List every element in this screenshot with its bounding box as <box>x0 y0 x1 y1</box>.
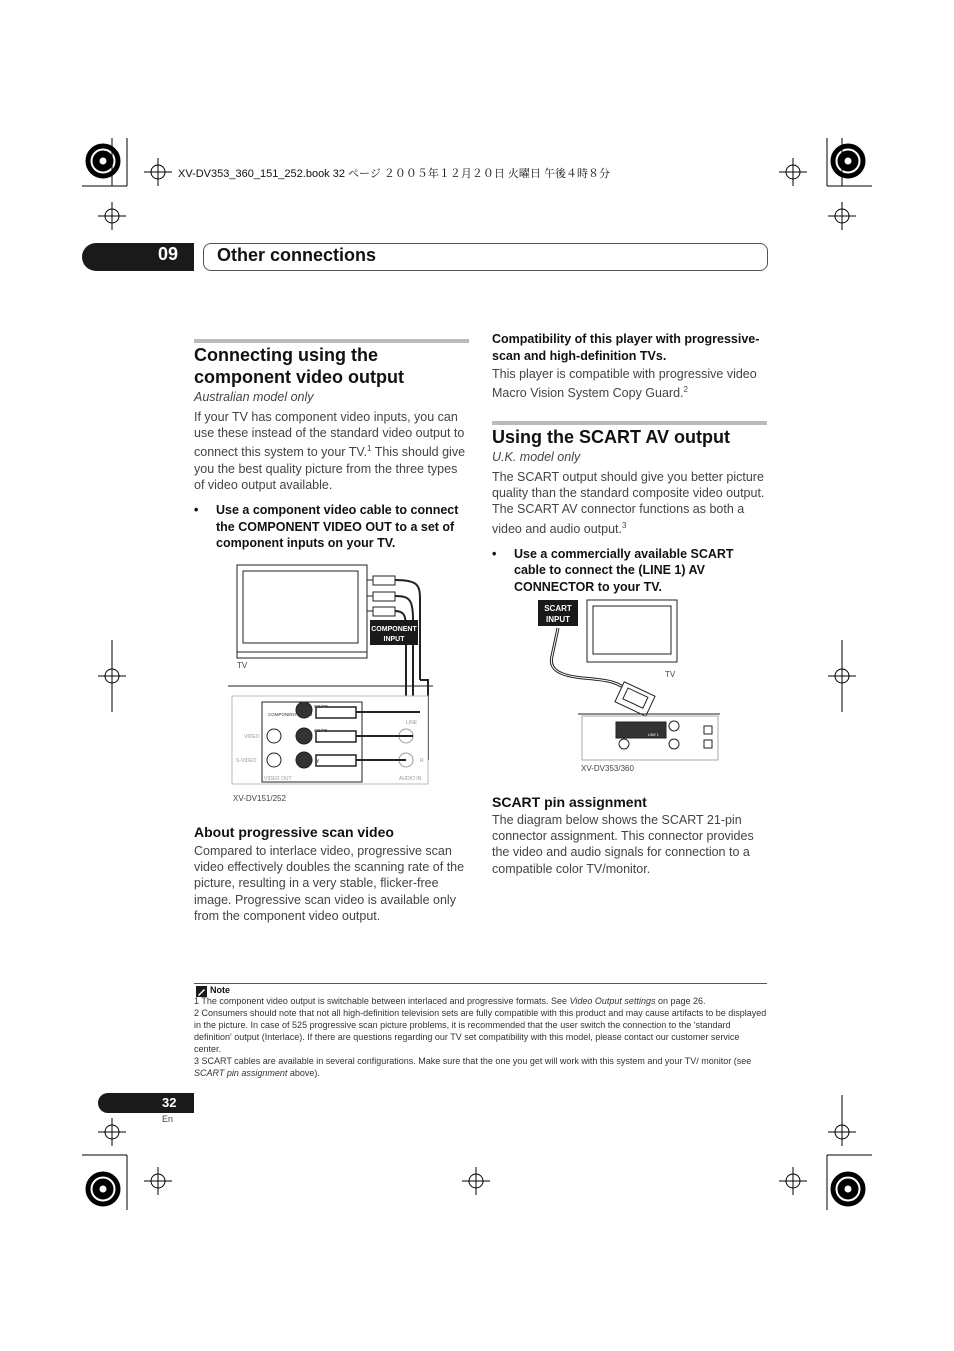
crosshair-icon <box>98 1118 126 1146</box>
component-input-line2: INPUT <box>383 636 405 643</box>
crosshair-icon <box>144 1167 172 1195</box>
crosshair-icon <box>779 1167 807 1195</box>
note-rule <box>194 983 767 984</box>
section-rule <box>194 339 469 343</box>
page-tab <box>98 1093 194 1113</box>
component-input-line1: COMPONENT <box>371 626 417 633</box>
scart-connection-diagram <box>538 596 723 766</box>
footnote-1: 1 The component video output is switchable between interlaced and progressive formats. See Video Output settings on page 26. <box>194 996 706 1006</box>
section-rule <box>492 421 767 425</box>
pin-text: The diagram below shows the SCART 21-pin connector assignment. This connector provides the video and audio signals for connection to a compatible color TV/monitor. <box>492 813 754 876</box>
footnotes <box>194 995 767 1079</box>
crosshair-icon <box>828 202 856 230</box>
compat-text: This player is compatible with progressive video Macro Vision System Copy Guard.$^2$ <box>492 367 757 401</box>
subsection-title: About progressive scan video <box>194 824 394 840</box>
footnote-3: 3 SCART cables are available in several configurations. Make sure that the one you get will work with this system and your TV/ monitor (see SCART pin assignment above). <box>194 1056 752 1078</box>
jack-line: LINE <box>406 720 418 726</box>
jack-component-video: COMPONENT VIDEO <box>268 712 313 717</box>
jack-svideo: S-VIDEO <box>236 758 257 764</box>
chapter-number: 09 <box>158 244 179 264</box>
chapter-title: Other connections <box>217 245 377 265</box>
scart-input-line2: INPUT <box>546 615 570 624</box>
crosshair-icon <box>98 202 126 230</box>
section-title: Connecting using the component video output <box>194 345 404 387</box>
page-language: En <box>162 1114 174 1124</box>
registration-starburst-icon <box>831 144 865 178</box>
instruction: • Use a component video cable to connect the COMPONENT VIDEO OUT to a set of component inputs on your TV. <box>194 503 459 551</box>
progressive-paragraph: Compared to interlace video, progressive scan video effectively doubles the scanning rate of the picture, resulting in a very stable, flicker-free image. Progressive scan video is available only from the component video output. <box>194 844 465 923</box>
crosshair-icon <box>462 1167 490 1195</box>
jack-cr: CR/PR <box>314 704 329 709</box>
compat-title: Compatibility of this player with progressive-scan and high-definition TVs. <box>492 332 760 363</box>
registration-starburst-icon <box>86 144 120 178</box>
crop-header-text: XV-DV353_360_151_252.book 32 ページ ２００５年１２月２０日 火曜日 午後４時８分 <box>178 168 610 180</box>
component-connection-diagram <box>228 560 433 790</box>
crosshair-icon <box>144 158 172 186</box>
crosshair-icon <box>779 158 807 186</box>
line1-label: LINE 1 <box>648 733 659 737</box>
jack-cb: CB/PB <box>314 728 328 733</box>
jack-audio-in: AUDIO IN <box>399 776 422 782</box>
jack-video: VIDEO <box>244 734 260 740</box>
registration-starburst-icon <box>831 1172 865 1206</box>
jack-r: R <box>420 758 424 764</box>
footnote-2: 2 Consumers should note that not all high-definition television sets are fully compatible with this product and may cause artifacts to be displayed in the picture. In case of 525 progressive scan picture problems, it is recommended that the user switch the connection to the 'standard definition' output (Interlace). If there are questions regarding our TV set compatibility with this model, please contact our customer service center. <box>194 1008 767 1054</box>
player-model-label: XV-DV151/252 <box>233 794 286 803</box>
note-label: Note <box>210 985 230 995</box>
jack-video-out: VIDEO OUT <box>264 776 292 782</box>
registration-starburst-icon <box>86 1172 120 1206</box>
jack-y: Y <box>316 759 320 765</box>
scart-paragraph: The SCART output should give you better picture quality than the standard composite video output. The SCART AV connector functions as both a video and audio output.$^3$ <box>492 470 765 536</box>
page-number: 32 <box>162 1095 177 1110</box>
tv-label: TV <box>237 661 248 670</box>
pin-title: SCART pin assignment <box>492 794 647 810</box>
instruction: • Use a commercially available SCART cable to connect the (LINE 1) AV CONNECTOR to your TV. <box>492 546 734 594</box>
intro-paragraph: If your TV has component video inputs, you can use these instead of the standard video output to connect this system to your TV.$^1$ This should give you the best quality picture from the three types of video output available. <box>194 410 466 492</box>
tv-label: TV <box>665 670 676 679</box>
model-note: Australian model only <box>194 390 314 404</box>
section-title: Using the SCART AV output <box>492 427 730 447</box>
scart-input-line1: SCART <box>544 604 572 613</box>
player-model-label: XV-DV353/360 <box>581 764 634 773</box>
model-note: U.K. model only <box>492 450 581 464</box>
